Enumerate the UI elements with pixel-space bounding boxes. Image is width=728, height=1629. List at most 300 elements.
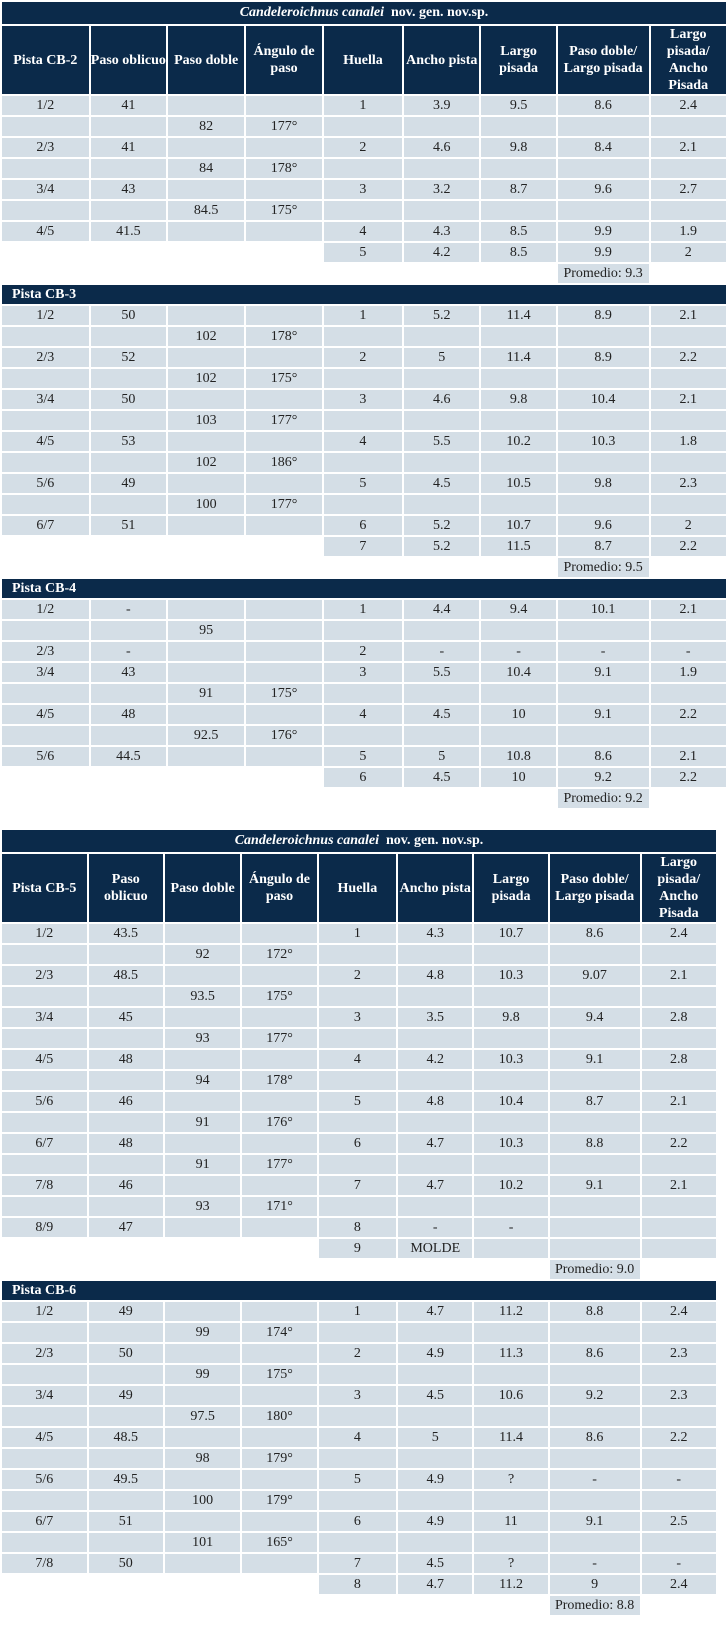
table-cell: 49 <box>91 474 166 493</box>
table-row <box>2 705 726 724</box>
table-cell: 91 <box>165 1113 240 1132</box>
table-cell <box>2 537 89 556</box>
table-cell: 5/6 <box>2 1092 87 1111</box>
table-cell: 41 <box>91 96 166 115</box>
table-cell: 1 <box>324 306 402 325</box>
table-cell: 9.1 <box>550 1512 640 1531</box>
table-cell <box>165 1512 240 1531</box>
table-block-2 <box>0 828 718 1617</box>
table-cell: - <box>474 1218 547 1237</box>
table-cell: 2.1 <box>642 1092 716 1111</box>
table-cell: 99 <box>165 1323 240 1342</box>
table-cell: 48.5 <box>89 966 163 985</box>
table-cell <box>481 495 555 514</box>
table-cell <box>168 747 244 766</box>
average-row <box>2 264 726 283</box>
empty-cell <box>324 264 402 283</box>
table-cell <box>474 1239 547 1258</box>
table-row <box>2 1239 716 1258</box>
table-row <box>2 537 726 556</box>
empty-cell <box>651 264 726 283</box>
table-cell: 172° <box>242 945 316 964</box>
table-cell: 9 <box>319 1239 396 1258</box>
table-cell: 2.1 <box>651 600 726 619</box>
table-cell <box>246 306 321 325</box>
table-cell <box>168 768 244 787</box>
table-cell <box>165 1134 240 1153</box>
table-cell: 98 <box>165 1449 240 1468</box>
table-cell <box>324 621 402 640</box>
col-header: Pista CB-5 <box>2 854 87 922</box>
table-cell <box>481 159 555 178</box>
table-cell: 165° <box>242 1533 316 1552</box>
table-cell <box>2 1365 87 1384</box>
table-row <box>2 663 726 682</box>
table-cell <box>89 1029 163 1048</box>
table-cell <box>89 1449 163 1468</box>
table-row <box>2 474 726 493</box>
table-cell: 176° <box>242 1113 316 1132</box>
empty-cell <box>2 558 89 577</box>
table-cell: 2 <box>651 516 726 535</box>
table-cell: 4.6 <box>404 138 479 157</box>
table-cell: 9.8 <box>481 138 555 157</box>
table-cell: 1/2 <box>2 96 89 115</box>
table-cell <box>89 1365 163 1384</box>
table-cell: 4 <box>324 432 402 451</box>
table-cell: - <box>404 642 479 661</box>
empty-cell <box>165 1596 240 1615</box>
table-cell <box>651 495 726 514</box>
table-cell: 1/2 <box>2 1302 87 1321</box>
table-cell <box>398 1533 472 1552</box>
table-cell <box>474 1365 547 1384</box>
table-cell <box>89 1113 163 1132</box>
table-block-1 <box>0 0 728 810</box>
table-cell: 2.4 <box>642 924 716 943</box>
table-cell <box>558 411 649 430</box>
table-cell: 94 <box>165 1071 240 1090</box>
table-row <box>2 1365 716 1384</box>
table-cell <box>642 1323 716 1342</box>
table-cell <box>474 987 547 1006</box>
table-cell <box>550 1407 640 1426</box>
table-row <box>2 1113 716 1132</box>
table-cell <box>2 1197 87 1216</box>
species-suffix: nov. gen. nov.sp. <box>386 833 484 848</box>
empty-cell <box>404 558 479 577</box>
col-header: Largo pisada/ Ancho Pisada <box>642 854 716 922</box>
table-cell <box>89 1155 163 1174</box>
table-cell <box>319 1113 396 1132</box>
table-cell <box>168 600 244 619</box>
table-cell: 9.2 <box>558 768 649 787</box>
table-row <box>2 1071 716 1090</box>
table-cell: 2.2 <box>651 705 726 724</box>
table-cell <box>2 495 89 514</box>
table-cell: 2.1 <box>651 390 726 409</box>
table-cell: 44.5 <box>91 747 166 766</box>
table-cell <box>165 1428 240 1447</box>
table-cell: 10.1 <box>558 600 649 619</box>
table-cell: 2.1 <box>651 306 726 325</box>
table-cell: 91 <box>168 684 244 703</box>
table-cell: 5.5 <box>404 432 479 451</box>
table-cell <box>550 1491 640 1510</box>
empty-cell <box>91 789 166 808</box>
table-cell: 4.5 <box>404 474 479 493</box>
empty-cell <box>91 558 166 577</box>
table-cell <box>89 945 163 964</box>
col-header: Paso oblicuo <box>91 26 166 94</box>
table-cell <box>91 243 166 262</box>
table-row <box>2 390 726 409</box>
table-cell: 3.2 <box>404 180 479 199</box>
table-cell <box>319 1491 396 1510</box>
table-cell <box>91 684 166 703</box>
table-cell: 91 <box>165 1155 240 1174</box>
table-cell: 5 <box>324 747 402 766</box>
table-cell: 8.5 <box>481 222 555 241</box>
table-cell: 4/5 <box>2 1050 87 1069</box>
col-header: Paso doble <box>168 26 244 94</box>
table-row <box>2 1554 716 1573</box>
table-cell: 8.8 <box>550 1302 640 1321</box>
col-header: Paso oblicuo <box>89 854 163 922</box>
table-cell: 6/7 <box>2 516 89 535</box>
table-row <box>2 945 716 964</box>
table-cell: 11.4 <box>474 1428 547 1447</box>
species-suffix: nov. gen. nov.sp. <box>391 5 489 20</box>
empty-cell <box>324 558 402 577</box>
table-cell: 4.4 <box>404 600 479 619</box>
table-cell <box>474 1071 547 1090</box>
table-cell: 2/3 <box>2 642 89 661</box>
table-cell: 2.2 <box>651 537 726 556</box>
table-cell: 2.1 <box>651 138 726 157</box>
table-cell: ? <box>474 1554 547 1573</box>
table-cell: 7 <box>324 537 402 556</box>
table-row <box>2 966 716 985</box>
empty-cell <box>651 789 726 808</box>
table-cell: 171° <box>242 1197 316 1216</box>
empty-cell <box>2 789 89 808</box>
track-average: Promedio: 9.2 <box>558 789 649 808</box>
table-cell <box>165 966 240 985</box>
table-cell: 1/2 <box>2 306 89 325</box>
table-cell <box>2 1029 87 1048</box>
table-cell: 2 <box>319 966 396 985</box>
table-cell <box>2 1407 87 1426</box>
species-name: Candeleroichnus canalei <box>239 5 385 20</box>
table-cell <box>168 390 244 409</box>
table-cell <box>246 180 321 199</box>
table-cell <box>319 1197 396 1216</box>
empty-cell <box>398 1260 472 1279</box>
table-cell <box>324 411 402 430</box>
table-cell <box>168 96 244 115</box>
table-cell <box>242 1470 316 1489</box>
table-cell: 9.1 <box>550 1050 640 1069</box>
table-row <box>2 1155 716 1174</box>
table-cell: 179° <box>242 1449 316 1468</box>
table-cell <box>246 432 321 451</box>
table-title-row <box>2 830 716 852</box>
table-cell: 174° <box>242 1323 316 1342</box>
table-cell <box>651 159 726 178</box>
empty-cell <box>168 264 244 283</box>
table-cell: 3/4 <box>2 390 89 409</box>
table-row <box>2 747 726 766</box>
table-cell <box>398 1113 472 1132</box>
table-cell: 102 <box>168 369 244 388</box>
table-cell <box>324 201 402 220</box>
track-title: Pista CB-6 <box>2 1281 716 1300</box>
table-cell <box>324 453 402 472</box>
table-cell <box>2 201 89 220</box>
table-cell: 9.07 <box>550 966 640 985</box>
table-cell: 102 <box>168 453 244 472</box>
table-cell: 5.5 <box>404 663 479 682</box>
table-cell: 11.5 <box>481 537 555 556</box>
table-cell: 9.2 <box>550 1386 640 1405</box>
table-row <box>2 684 726 703</box>
table-cell <box>2 1491 87 1510</box>
table-cell <box>2 1449 87 1468</box>
table-cell: 4.5 <box>398 1554 472 1573</box>
table-cell <box>2 987 87 1006</box>
table-cell <box>324 117 402 136</box>
table-cell: 5.2 <box>404 516 479 535</box>
table-cell: 5 <box>324 243 402 262</box>
table-cell: 6 <box>319 1134 396 1153</box>
table-cell: 48 <box>91 705 166 724</box>
table-cell: 3/4 <box>2 663 89 682</box>
table-cell <box>2 1071 87 1090</box>
table-cell <box>481 117 555 136</box>
table-cell: 50 <box>89 1554 163 1573</box>
table-cell <box>474 1029 547 1048</box>
average-row <box>2 1596 716 1615</box>
table-cell: 177° <box>246 117 321 136</box>
table-cell: 2 <box>324 138 402 157</box>
table-cell <box>165 1239 240 1258</box>
table-cell: 10.2 <box>481 432 555 451</box>
table-cell <box>398 1365 472 1384</box>
table-row <box>2 1176 716 1195</box>
table-cell: 48 <box>89 1134 163 1153</box>
table-cell <box>242 1428 316 1447</box>
table-cell <box>246 642 321 661</box>
table-cell <box>651 453 726 472</box>
table-cell <box>168 663 244 682</box>
table-cell <box>642 1155 716 1174</box>
empty-cell <box>168 558 244 577</box>
table-cell <box>319 1533 396 1552</box>
table-cell: 11.2 <box>474 1302 547 1321</box>
average-row <box>2 558 726 577</box>
table-cell <box>319 987 396 1006</box>
table-cell <box>2 369 89 388</box>
table-cell <box>246 138 321 157</box>
column-header-row <box>2 26 726 94</box>
table-cell <box>642 1449 716 1468</box>
table-cell <box>91 726 166 745</box>
table-cell: 7/8 <box>2 1176 87 1195</box>
table-cell: 41 <box>91 138 166 157</box>
table-cell: 46 <box>89 1176 163 1195</box>
table-cell <box>165 1302 240 1321</box>
col-header: Paso doble <box>165 854 240 922</box>
table-row <box>2 1428 716 1447</box>
table-cell: 101 <box>165 1533 240 1552</box>
table-cell <box>550 1533 640 1552</box>
table-cell <box>642 945 716 964</box>
table-row <box>2 600 726 619</box>
col-header: Largo pisada/ Ancho Pisada <box>651 26 726 94</box>
table-row <box>2 1134 716 1153</box>
table-cell <box>398 1449 472 1468</box>
table-cell <box>165 1386 240 1405</box>
table-cell <box>324 327 402 346</box>
table-cell <box>651 327 726 346</box>
table-cell <box>398 1029 472 1048</box>
table-cell <box>242 1008 316 1027</box>
table-cell: 2.2 <box>651 348 726 367</box>
table-cell <box>91 117 166 136</box>
table-cell <box>398 1071 472 1090</box>
table-cell <box>404 453 479 472</box>
table-cell <box>550 1029 640 1048</box>
table-row <box>2 138 726 157</box>
track-average: Promedio: 9.3 <box>558 264 649 283</box>
track-title: Pista CB-4 <box>2 579 726 598</box>
table-cell: 48 <box>89 1050 163 1069</box>
table-cell: 5/6 <box>2 1470 87 1489</box>
table-cell: 92 <box>165 945 240 964</box>
table-cell: ? <box>474 1470 547 1489</box>
empty-cell <box>481 558 555 577</box>
table-cell: 10.8 <box>481 747 555 766</box>
table-cell: 2.2 <box>651 768 726 787</box>
table-cell <box>242 966 316 985</box>
table-cell: 2 <box>324 348 402 367</box>
table-cell <box>558 621 649 640</box>
average-row <box>2 789 726 808</box>
table-row <box>2 1029 716 1048</box>
table-cell <box>89 1239 163 1258</box>
table-cell <box>2 1575 87 1594</box>
table-cell <box>398 1197 472 1216</box>
table-cell: - <box>550 1554 640 1573</box>
table-cell: 2.1 <box>642 1176 716 1195</box>
column-header-row <box>2 854 716 922</box>
table-cell <box>481 411 555 430</box>
table-cell: 4.5 <box>398 1386 472 1405</box>
table-cell <box>168 243 244 262</box>
empty-cell <box>324 789 402 808</box>
col-header: Huella <box>324 26 402 94</box>
table-cell: 3 <box>324 390 402 409</box>
table-cell <box>2 411 89 430</box>
table-cell <box>168 432 244 451</box>
table-cell <box>242 1386 316 1405</box>
table-cell: 2.5 <box>642 1512 716 1531</box>
table-cell: 46 <box>89 1092 163 1111</box>
table-cell: 4.2 <box>398 1050 472 1069</box>
table-cell: 45 <box>89 1008 163 1027</box>
table-cell <box>398 945 472 964</box>
species-name: Candeleroichnus canalei <box>234 833 380 848</box>
table-cell: 9.4 <box>550 1008 640 1027</box>
table-cell: 2/3 <box>2 138 89 157</box>
col-header: Pista CB-2 <box>2 26 89 94</box>
table-cell <box>474 945 547 964</box>
table-cell: 2.1 <box>642 966 716 985</box>
empty-cell <box>474 1260 547 1279</box>
table-cell: 8.9 <box>558 348 649 367</box>
table-cell <box>550 1323 640 1342</box>
table-cell <box>558 117 649 136</box>
table-2-body <box>2 830 716 1615</box>
table-cell: 53 <box>91 432 166 451</box>
table-cell <box>550 1365 640 1384</box>
table-cell: 10.7 <box>481 516 555 535</box>
table-cell: - <box>550 1470 640 1489</box>
table-cell <box>165 1050 240 1069</box>
table-cell: 4.9 <box>398 1344 472 1363</box>
table-cell <box>558 453 649 472</box>
table-cell: 2.4 <box>642 1302 716 1321</box>
table-cell: 3/4 <box>2 1008 87 1027</box>
table-cell: 4/5 <box>2 432 89 451</box>
table-cell <box>242 1050 316 1069</box>
table-cell <box>89 1491 163 1510</box>
col-header: Ángulo de paso <box>246 26 321 94</box>
table-cell: 4.7 <box>398 1176 472 1195</box>
table-cell <box>168 537 244 556</box>
table-cell <box>398 1155 472 1174</box>
table-cell <box>481 684 555 703</box>
table-cell: 8.4 <box>558 138 649 157</box>
table-row <box>2 159 726 178</box>
table-cell <box>642 1029 716 1048</box>
table-cell: - <box>91 600 166 619</box>
table-cell: 2 <box>651 243 726 262</box>
table-cell <box>91 621 166 640</box>
table-cell <box>2 243 89 262</box>
table-cell <box>91 537 166 556</box>
table-row <box>2 621 726 640</box>
table-cell: 10.3 <box>474 966 547 985</box>
table-row <box>2 453 726 472</box>
table-cell <box>550 1155 640 1174</box>
table-cell: 4.9 <box>398 1470 472 1489</box>
table-row <box>2 642 726 661</box>
table-cell <box>2 1113 87 1132</box>
table-cell: 9.1 <box>550 1176 640 1195</box>
table-row <box>2 1512 716 1531</box>
table-row <box>2 432 726 451</box>
table-cell: 4.8 <box>398 966 472 985</box>
table-cell <box>168 306 244 325</box>
table-cell: 4/5 <box>2 222 89 241</box>
table-cell <box>319 1071 396 1090</box>
table-cell <box>319 1029 396 1048</box>
table-cell: 7/8 <box>2 1554 87 1573</box>
table-cell <box>168 222 244 241</box>
table-cell <box>246 390 321 409</box>
